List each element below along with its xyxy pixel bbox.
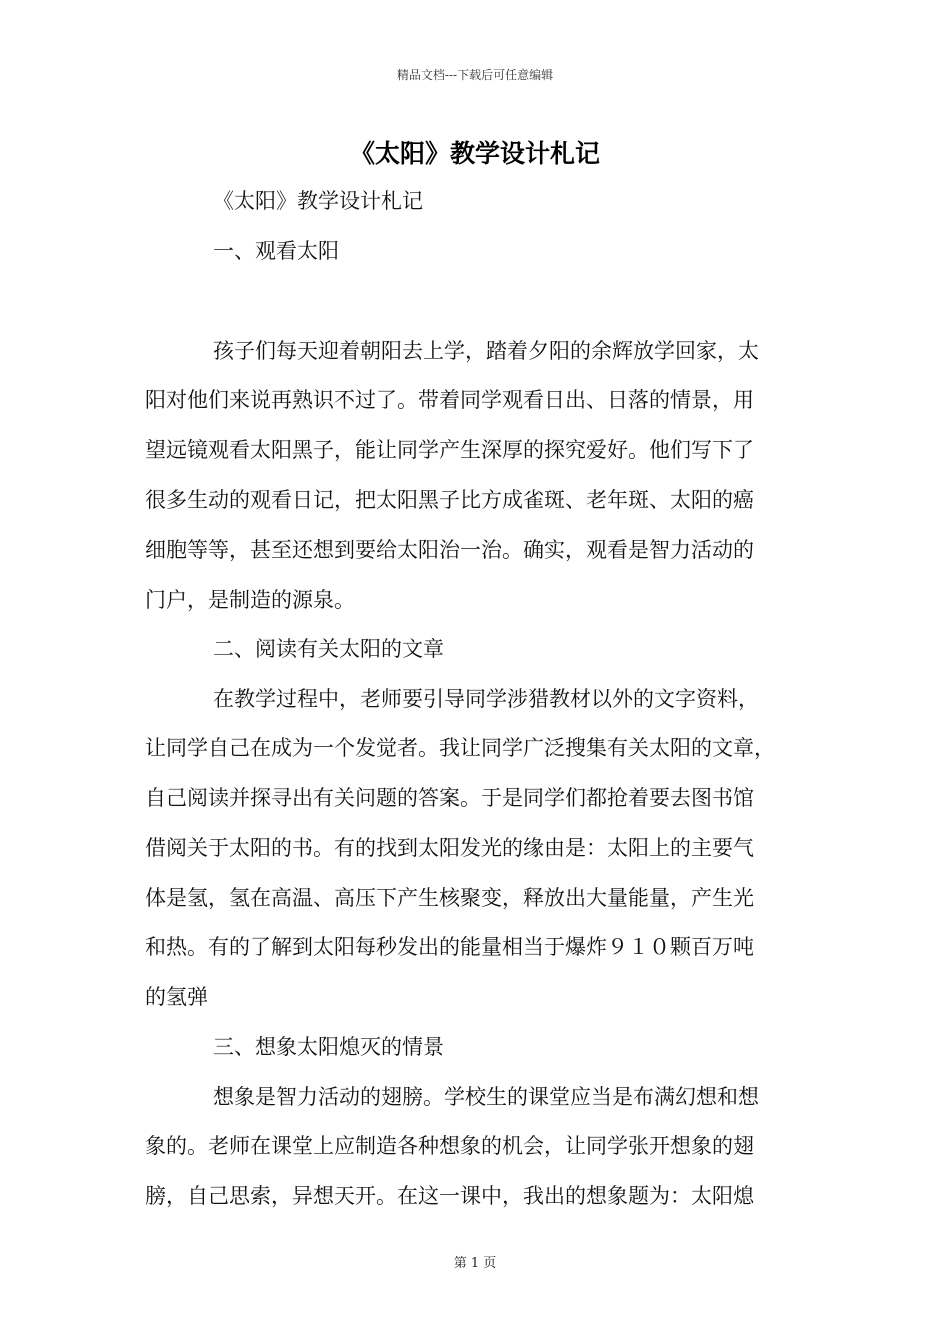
paragraph-line: 孩子们每天迎着朝阳去上学，踏着夕阳的余辉放学回家，太: [213, 339, 759, 363]
paragraph-line: 自己阅读并探寻出有关问题的答案。于是同学们都抢着要去图书馆: [145, 786, 754, 810]
paragraph-line: 细胞等等，甚至还想到要给太阳治一治。确实，观看是智力活动的: [145, 538, 754, 562]
paragraph-line: 象的。老师在课堂上应制造各种想象的机会，让同学张开想象的翅: [145, 1134, 754, 1158]
paragraph-line: 很多生动的观看日记，把太阳黑子比方成雀斑、老年斑、太阳的癌: [145, 488, 754, 512]
paragraph-line: 借阅关于太阳的书。有的找到太阳发光的缘由是：太阳上的主要气: [145, 836, 754, 860]
paragraph-line: 和热。有的了解到太阳每秒发出的能量相当于爆炸９１０颗百万吨: [145, 935, 754, 959]
section-heading-2: 二、阅读有关太阳的文章: [213, 637, 444, 661]
section-heading-1: 一、观看太阳: [213, 239, 339, 263]
page-number: 第 1 页: [453, 1256, 497, 1271]
paragraph-line: 让同学自己在成为一个发觉者。我让同学广泛搜集有关太阳的文章，: [145, 736, 775, 760]
paragraph-line: 望远镜观看太阳黑子，能让同学产生深厚的探究爱好。他们写下了: [145, 438, 754, 462]
paragraph-line: 体是氢，氢在高温、高压下产生核聚变，释放出大量能量，产生光: [145, 886, 754, 910]
paragraph-line: 的氢弹: [145, 985, 208, 1009]
paragraph-line: 阳对他们来说再熟识不过了。带着同学观看日出、日落的情景，用: [145, 388, 754, 412]
paragraph-line: 在教学过程中，老师要引导同学涉猎教材以外的文字资料，: [213, 687, 759, 711]
page-header: 精品文档---下载后可任意编辑: [396, 68, 554, 82]
subtitle-line: 《太阳》教学设计札记: [213, 189, 423, 213]
paragraph-line: 门户，是制造的源泉。: [145, 588, 355, 612]
section-heading-3: 三、想象太阳熄灭的情景: [213, 1035, 444, 1059]
paragraph-line: 想象是智力活动的翅膀。学校生的课堂应当是布满幻想和想: [213, 1085, 759, 1109]
document-title: 《太阳》教学设计札记: [349, 139, 600, 168]
paragraph-line: 膀，自己思索，异想天开。在这一课中，我出的想象题为：太阳熄: [145, 1184, 754, 1208]
